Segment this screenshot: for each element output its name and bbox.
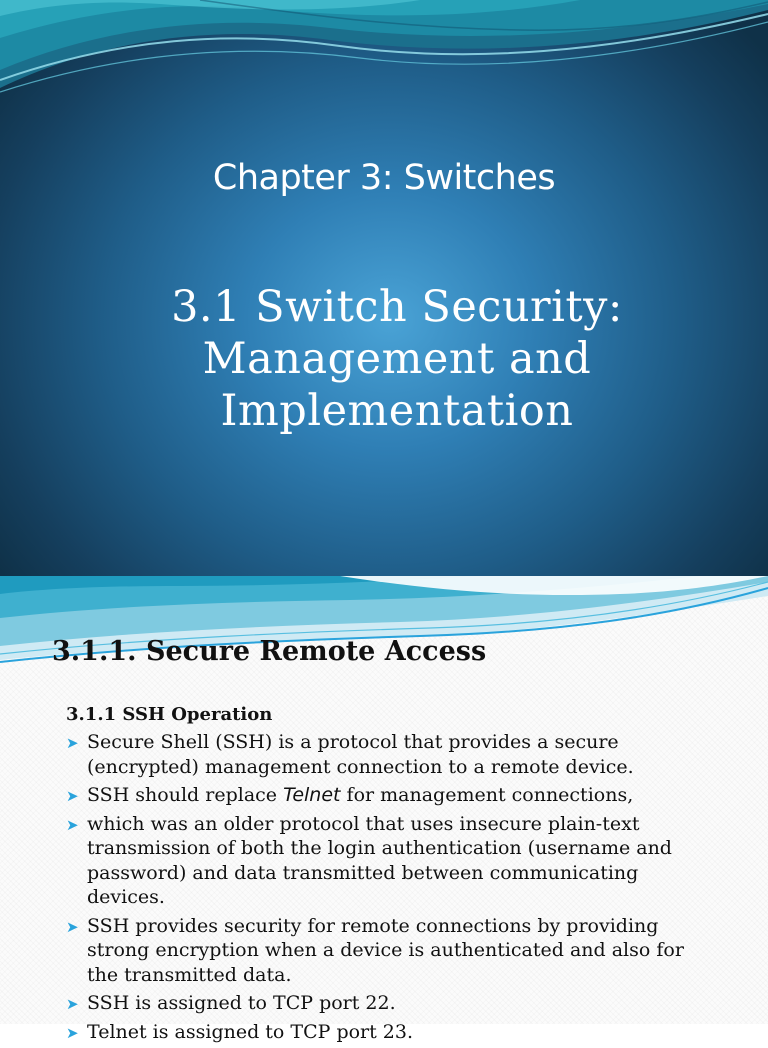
bullet-list [66,730,706,1048]
list-item [66,914,706,988]
bullet-text: which was an older protocol that uses insecure plain-text transmission of both the login authentication (username and password) and data transmitted between communicating devices. [87,812,672,908]
section-title: 3.1.1. Secure Remote Access [52,636,487,667]
arrow-bullet-icon: ➤ [66,995,79,1013]
list-item [66,991,706,1016]
bullet-text-after: for management connections, [340,784,634,806]
bullet-text-italic: Telnet [283,784,341,806]
list-item [66,1020,706,1045]
bullet-text: SSH is assigned to TCP port 22. [87,992,396,1014]
list-item [66,730,706,779]
arrow-bullet-icon: ➤ [66,917,79,936]
bullet-text: Telnet is assigned to TCP port 23. [87,1020,414,1043]
arrow-bullet-icon: ➤ [66,815,79,834]
bullet-text: Secure Shell (SSH) is a protocol that provides a secure (encrypted) management connection to a remote device. [87,731,634,778]
arrow-bullet-icon: ➤ [66,1023,79,1042]
header-waves-decoration [0,0,768,110]
slide-subtitle: 3.1 Switch Security: Management and Implementation [171,281,623,436]
bullet-text: SSH provides security for remote connections by providing strong encryption when a device is authenticated and also for the transmitted data. [87,914,684,986]
bullet-text-before: SSH should replace [87,784,284,806]
content-slide [0,576,768,1043]
chapter-title: Chapter 3: Switches [212,158,556,198]
sub-heading: 3.1.1 SSH Operation [66,704,273,725]
arrow-bullet-icon: ➤ [66,787,79,805]
arrow-bullet-icon: ➤ [66,734,79,752]
list-item [66,812,706,910]
list-item [66,783,706,808]
